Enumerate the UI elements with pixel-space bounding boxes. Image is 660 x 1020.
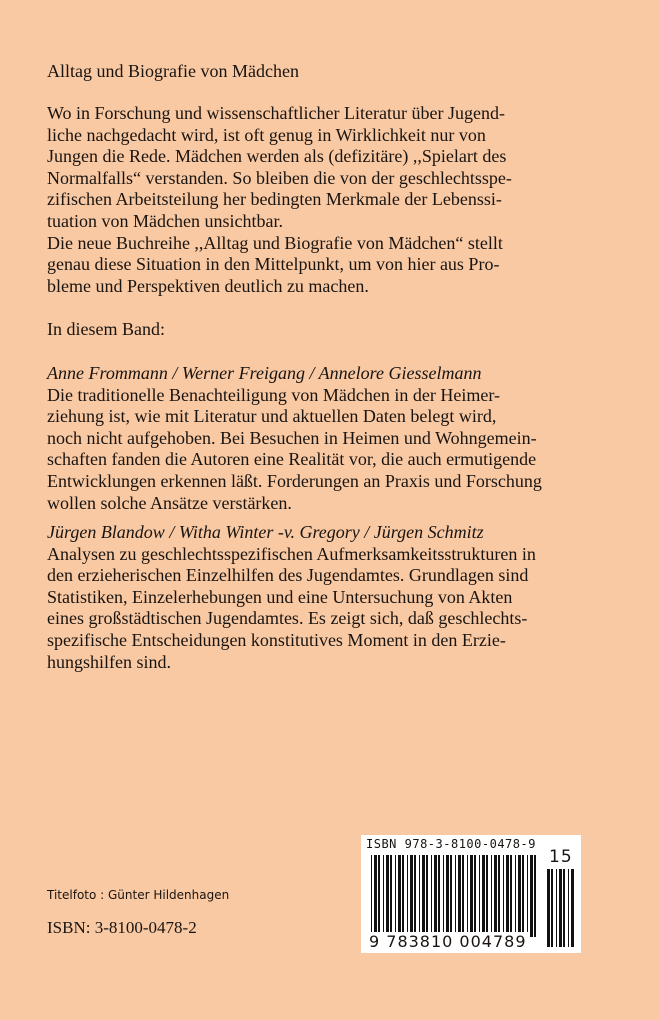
barcode-bar: [455, 855, 456, 937]
barcode-bar: [419, 855, 420, 937]
barcode-bar: [446, 855, 449, 937]
book2-line: hungshilfen sind.: [47, 651, 171, 672]
intro-line: bleme und Perspektiven deutlich zu machen.: [47, 275, 369, 296]
book2-line: eines großstädtischen Jugendamtes. Es zeigt sich, daß geschlechts-: [47, 608, 528, 629]
barcode-bar: [422, 855, 425, 937]
book1-line: Die traditionelle Benachteiligung von Mädchen in der Heimer-: [47, 384, 500, 405]
barcode-bar: [510, 855, 512, 937]
barcode-bar: [426, 855, 428, 937]
isbn-label: ISBN: 3-8100-0478-2: [47, 918, 197, 937]
barcode-bar: [571, 869, 574, 947]
book2-line: Analysen zu geschlechtsspezifischen Aufmerksamkeitsstrukturen in: [47, 543, 536, 564]
barcode-bar: [414, 855, 416, 937]
book1-line: noch nicht aufgehoben. Bei Besuchen in Heimen und Wohngemein-: [47, 427, 537, 448]
barcode-bar: [431, 855, 432, 937]
barcode-bar: [383, 855, 384, 937]
book1-authors: Anne Frommann / Werner Freigang / Annelore Giesselmann: [47, 362, 482, 383]
barcode-isbn-line: ISBN 978-3-8100-0478-9: [366, 837, 536, 851]
book2-line: den erzieherischen Einzelhilfen des Jugendamtes. Grundlagen sind: [47, 565, 529, 586]
barcode-bar: [410, 855, 413, 937]
barcode-bar: [443, 855, 444, 937]
barcode-bar: [458, 855, 461, 937]
barcode-bar: [568, 869, 569, 947]
barcode-bar: [395, 855, 396, 937]
section-label: In diesem Band:: [47, 319, 165, 340]
intro-line: tuation von Mädchen unsichtbar.: [47, 210, 283, 231]
barcode-bar: [551, 869, 553, 947]
book1-line: Entwicklungen erkennen läßt. Forderungen an Praxis und Forschung: [47, 470, 542, 491]
intro-line: genau diese Situation in den Mittelpunkt, um von hier aus Pro-: [47, 254, 500, 275]
barcode-bar: [386, 855, 389, 937]
blurb: [47, 103, 567, 673]
barcode-bar: [374, 855, 377, 937]
intro-line: Normalfalls“ verstanden. So bleiben die von der geschlechtsspe-: [47, 167, 512, 188]
barcode-bar: [474, 855, 476, 937]
barcode-bar: [559, 869, 562, 947]
barcode-bar: [390, 855, 392, 937]
intro-line: Wo in Forschung und wissenschaftlicher Literatur über Jugend-: [47, 103, 505, 123]
barcode-bar: [470, 855, 473, 937]
barcode-bar: [402, 855, 404, 937]
barcode-bar: [534, 855, 536, 937]
barcode-bar: [378, 855, 380, 937]
intro-line: Jungen die Rede. Mädchen werden als (defizitäre) ,,Spielart des: [47, 146, 507, 167]
barcode-digits: 9 783810 004789: [369, 932, 527, 951]
barcode-bar: [398, 855, 401, 937]
intro-line: Die neue Buchreihe ,,Alltag und Biografie von Mädchen“ stellt: [47, 232, 503, 253]
book2-line: spezifische Entscheidungen konstitutives Moment in den Erzie-: [47, 630, 506, 651]
barcode-bar: [498, 855, 500, 937]
barcode-bar: [434, 855, 437, 937]
barcode-bar: [506, 855, 509, 937]
barcode-bar: [462, 855, 464, 937]
barcode-bar: [486, 855, 488, 937]
intro-line: zifischen Arbeitsteilung her bedingten Merkmale der Lebenssi-: [47, 189, 502, 210]
barcode-bar: [479, 855, 480, 937]
book1-line: wollen solche Ansätze verstärken.: [47, 492, 292, 513]
series-title: Alltag und Biografie von Mädchen: [47, 61, 299, 81]
barcode-bar: [407, 855, 408, 937]
intro-line: liche nachgedacht wird, ist oft genug in Wirklichkeit nur von: [47, 124, 486, 145]
barcode-addon-digits: 15: [549, 847, 573, 867]
barcode-bar: [450, 855, 452, 937]
barcode-bar: [438, 855, 440, 937]
book1-line: ziehung ist, wie mit Literatur und aktuellen Daten belegt wird,: [47, 406, 497, 427]
barcode-bar: [515, 855, 516, 937]
book1-line: schaften fanden die Autoren eine Realität vor, die auch ermutigende: [47, 449, 537, 470]
barcode-bar: [547, 869, 550, 947]
barcode-bar: [522, 855, 524, 937]
barcode-bar: [482, 855, 485, 937]
barcode-bar: [518, 855, 521, 937]
barcode-bar: [530, 855, 533, 937]
book2-line: Statistiken, Einzelerhebungen und eine Untersuchung von Akten: [47, 586, 513, 607]
barcode-bar: [494, 855, 497, 937]
photo-credit: Titelfoto : Günter Hildenhagen: [47, 888, 230, 902]
barcode-bar: [503, 855, 504, 937]
book2-authors: Jürgen Blandow / Witha Winter -v. Gregory / Jürgen Schmitz: [47, 522, 484, 543]
barcode-bar: [371, 855, 372, 937]
barcode-bar: [491, 855, 492, 937]
barcode-bar: [527, 855, 528, 937]
barcode-bar: [563, 869, 565, 947]
barcode: [361, 835, 581, 953]
barcode-bar: [556, 869, 557, 947]
barcode-bar: [467, 855, 468, 937]
